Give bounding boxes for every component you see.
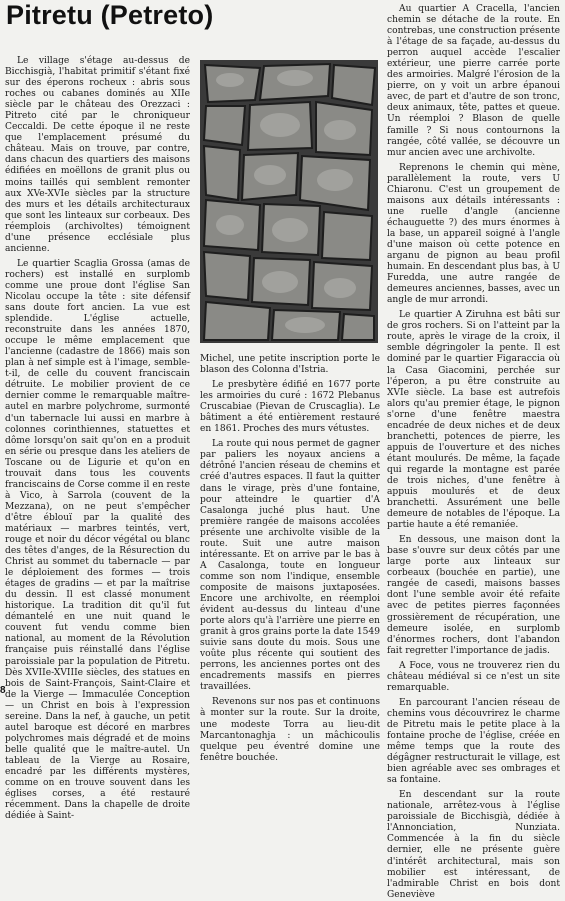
paragraph: Le presbytère édifié en 1677 porte les armoiries du curé : 1672 Plebanus Cruscabiae (Pievan de Cruscaglia). Le bâtiment a été entièrement restauré en 1861. Proches des murs vétustes.	[200, 380, 380, 435]
paragraph: Reprenons le chemin qui mène, parallèlement la route, vers U Chiaronu. C'est un groupement de maisons aux détails intéressants : une ruelle d'angle (ancienne échauguette ?) des murs énormes à la base, un appareil soigné à l'angle d'une maison où cette potence en arganu de pignon au beau profil humain. En descendant plus bas, à U Furedda, une autre rangée de demeures anciennes, basses, avec un angle de mur arrondi.	[387, 162, 560, 306]
paragraph: Michel, une petite inscription porte le blason des Colonna d'Istria.	[200, 354, 380, 376]
paragraph: En parcourant l'ancien réseau de chemins vous découvrirez le charme de Pitretu mais le petite place à la fontaine proche de l'église, créée en même temps que la route des dégâgner restructurait le village, est bien agréable avec ses ombrages et sa fontaine.	[387, 697, 560, 786]
page-number: 8	[0, 685, 6, 696]
paragraph: Au quartier A Cracella, l'ancien chemin se détache de la route. En contrebas, une construction présente à l'étage de sa façade, au-dessus du perron auquel accède l'escalier extérieur, une pierre carrée porte des armoiries. Malgré l'érosion de la pierre, on y voit un arbre épanoui avec, de part et d'autre de son tronc, deux animaux, tête, pattes et queue. Un réemploi ? Blason de quelle famille ? Si nous contournons la rangée, côté vallée, se découvre un mur ancien avec une archivolte.	[387, 4, 560, 158]
paragraph: Le village s'étage au-dessus de Bicchisgià, l'habitat primitif s'étant fixé sur des éperons rocheux : abris sous roches ou cabanes dominés au XIIe siècle par le château des Orezzaci : Pitreto cité par le chroniqueur Ceccaldi. De cette époque il ne reste que l'emplacement présumé du château. Mais on trouve, par contre, dans chacun des quartiers des maisons édifiées en moëllons de granit plus ou moins taillés qui semblent remonter aux XVe-XVIe siècles par la structure des murs et les détails architecturaux que sont les linteaux sur corbeaux. Des réemplois (archivoltes) témoignent d'une présence ecclésiale plus ancienne.	[5, 56, 190, 254]
paragraph: La route qui nous permet de gagner par paliers les noyaux anciens a détrôné l'ancien réseau de chemins et créé d'autres espaces. Il faut la quitter dans le virage, près d'une fontaine, pour atteindre le quartier d'A Casalonga juché plus haut. Une première rangée de maisons accolées présente une archivolte visible de la route. Suit une autre maison intéressante. Et on arrive par le bas à A Casalonga, toute en longueur comme son nom l'indique, ensemble composite de maisons juxtaposées. Encore une archivolte, en réemploi évident au-dessus du linteau d'une porte alors qu'à l'arrière une pierre en granit à gros grains porte la date 1549 suivie sans doute du mois. Sous une voûte plus récente qui soutient des perrons, les anciennes portes ont des encadrements massifs en pierres travaillées.	[200, 439, 380, 693]
column-1	[5, 56, 190, 822]
column-2	[200, 354, 380, 763]
paragraph: En dessous, une maison dont la base s'ouvre sur deux côtés par une large porte aux linteaux sur corbeaux (bouchée en partie), une rangée de casedi, maisons basses dont l'une semble avoir été refaite avec de petites pierres façonnées grossièrement de récupération, une demeure isolée, en surplomb d'énormes rochers, dont l'abandon fait regretter l'importance de jadis.	[387, 535, 560, 656]
paragraph: Revenons sur nos pas et continuons à monter sur la route. Sur la droite, une modeste Torra au lieu-dit Marcantonaghja : un mâchicoulis quelque peu éventré domine une fenêtre bouchée.	[200, 697, 380, 763]
article-title: Pitretu (Petreto)	[6, 0, 214, 30]
paragraph: Le quartier A Ziruhna est bâti sur de gros rochers. Si on l'atteint par la route, après le virage de la croix, il semble dégringoler la pente. Il est dominé par le quartier Figaraccia où la Casa Giacomini, perchée sur l'éperon, a pu être construite au XVIe siècle. La base est autrefois alors qu'au premier étage, le pignon s'orne d'une fenêtre maestra encadrée de deux niches et de deux branchetti, potences de pierre, les appuis de l'ouverture et des niches étant moulurés. De même, la façade qui regarde la montagne est parée de trois niches, d'une fenêtre à appuis moulurés et de deux branchetti. Assurément une belle demeure de notables de l'époque. La partie haute a été remaniée.	[387, 310, 560, 531]
paragraph: En descendant sur la route nationale, arrêtez-vous à l'église paroissiale de Bicchisgià, dédiée à l'Annonciation, Nunziata. Commencée à la fin du siècle dernier, elle ne présente guère d'intérêt architectural, mais son mobilier est intéressant, de l'admirable Christ en bois dont Geneviève	[387, 790, 560, 900]
paragraph: Le quartier Scaglia Grossa (amas de rochers) est installé en surplomb comme une proue dont l'église San Nicolau occupe la tête : site défensif sans doute fort ancien. La vue est splendide. L'église actuelle, reconstruite dans les années 1870, occupe le même emplacement que l'ancienne (cadastre de 1866) mais son plan à nef simple est à l'image, semble-t-il, de celle du couvent franciscain détruite. Le mobilier provient de ce dernier comme le remarquable maître-autel en marbre polychrome, surmonté d'un tabernacle lui aussi en marbre à colonnes corinthiennes, statuettes et dôme lorsqu'on sait qu'on en a produit en série ou presque dans les ateliers de Toscane ou de Ligurie et qu'on en trouvait dans tous les couvents franciscains de Corse comme il en reste à Vico, à Sarrola (couvent de la Mezzana), on ne peut s'empêcher d'être éblouï par la qualité des matériaux — marbres teintés, vert, rouge et noir du décor végétal ou blanc des têtes d'anges, de la Résurection du Christ au sommet du tabernacle — par le déploiement des formes — trois étages de gradins — et par la maîtrise du dessin. Il est classé monument historique. La tradition dit qu'il fut démantelé en une nuit quand le couvent fut vendu comme bien national, au moment de la Révolution française puis réinstallé dans l'église paroissiale par la population de Pitretu. Dès XVIIe-XVIIIe siècles, des statues en bois de Saint-François, Saint-Claire et de la Vierge — Immaculée Conception — un Christ en bois à l'expression sereine. Dans la nef, à gauche, un petit autel baroque est décoré en marbres polychromes mais dégradé et de moins belle qualité que le maître-autel. Un tableau de la Vierge au Rosaire, encadré par les différents mystères, comme on en trouve souvent dans les églises corses, a été restauré récemment. Dans la chapelle de droite dédiée à Saint-	[5, 258, 190, 822]
column-3	[387, 4, 560, 900]
stone-wall-photo	[200, 60, 378, 343]
paragraph: A Foce, vous ne trouverez rien du château médiéval si ce n'est un site remarquable.	[387, 660, 560, 693]
photo-image	[200, 60, 378, 343]
